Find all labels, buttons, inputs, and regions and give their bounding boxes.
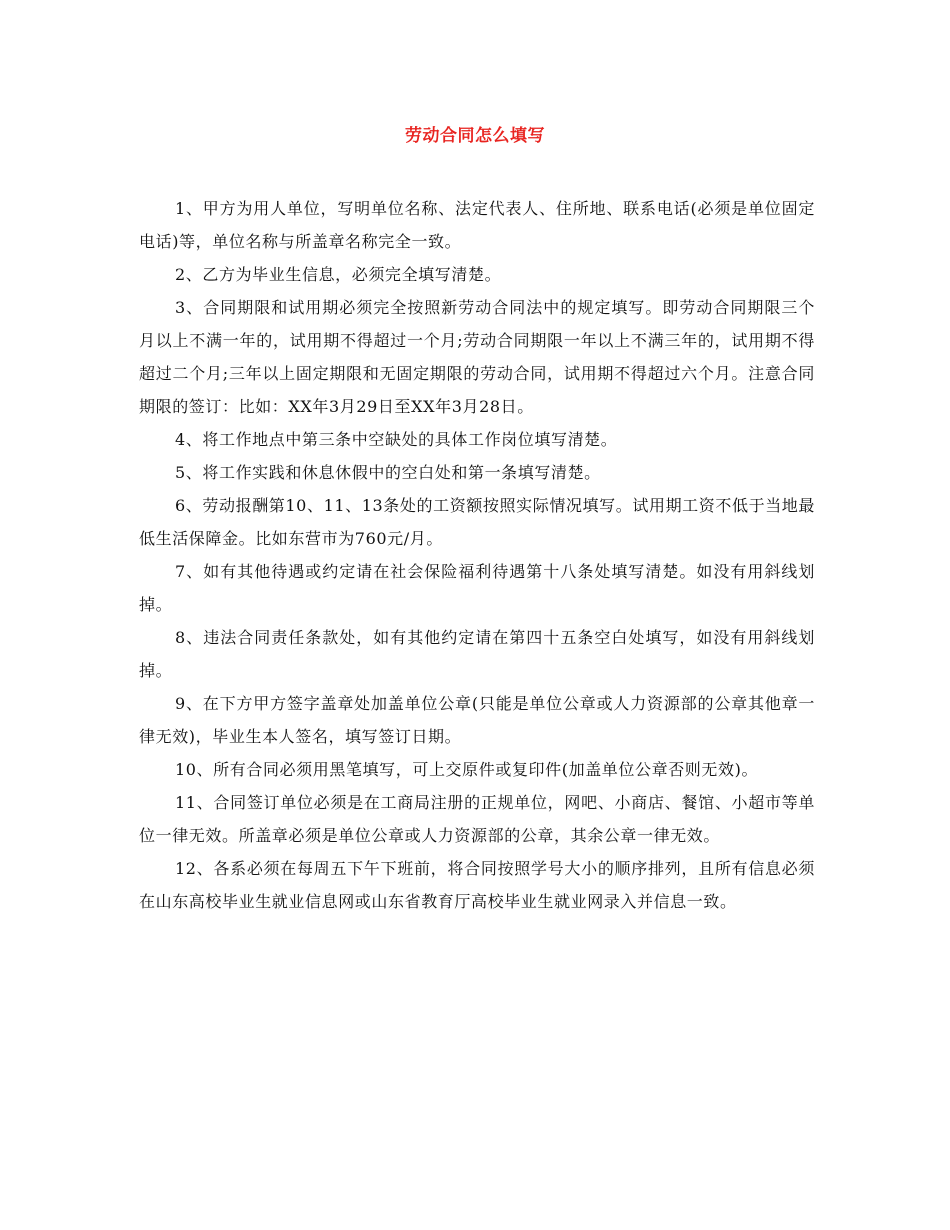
document-body <box>139 192 815 918</box>
document-title: 劳动合同怎么填写 <box>405 126 545 146</box>
paragraph-3: 3、合同期限和试用期必须完全按照新劳动合同法中的规定填写。即劳动合同期限三个月以上不满一年的，试用期不得超过一个月;劳动合同期限一年以上不满三年的，试用期不得超过二个月;三年以上固定期限和无固定期限的劳动合同，试用期不得超过六个月。注意合同期限的签订：比如：XX年3月29日至XX年3月28日。 <box>139 298 815 416</box>
paragraph-1: 1、甲方为用人单位，写明单位名称、法定代表人、住所地、联系电话(必须是单位固定电话)等，单位名称与所盖章名称完全一致。 <box>139 199 815 251</box>
paragraph-9: 9、在下方甲方签字盖章处加盖单位公章(只能是单位公章或人力资源部的公章其他章一律无效)，毕业生本人签名，填写签订日期。 <box>139 694 815 746</box>
paragraph-7: 7、如有其他待遇或约定请在社会保险福利待遇第十八条处填写清楚。如没有用斜线划掉。 <box>139 562 815 614</box>
paragraph-8: 8、违法合同责任条款处，如有其他约定请在第四十五条空白处填写，如没有用斜线划掉。 <box>139 628 815 680</box>
paragraph-12: 12、各系必须在每周五下午下班前，将合同按照学号大小的顺序排列，且所有信息必须在山东高校毕业生就业信息网或山东省教育厅高校毕业生就业网录入并信息一致。 <box>139 859 815 911</box>
paragraph-10: 10、所有合同必须用黑笔填写，可上交原件或复印件(加盖单位公章否则无效)。 <box>175 760 759 779</box>
paragraph-11: 11、合同签订单位必须是在工商局注册的正规单位，网吧、小商店、餐馆、小超市等单位一律无效。所盖章必须是单位公章或人力资源部的公章，其余公章一律无效。 <box>139 793 815 845</box>
paragraph-4: 4、将工作地点中第三条中空缺处的具体工作岗位填写清楚。 <box>175 430 618 449</box>
paragraph-5: 5、将工作实践和休息休假中的空白处和第一条填写清楚。 <box>175 463 601 482</box>
paragraph-2: 2、乙方为毕业生信息，必须完全填写清楚。 <box>175 265 502 284</box>
paragraph-6: 6、劳动报酬第10、11、13条处的工资额按照实际情况填写。试用期工资不低于当地最低生活保障金。比如东营市为760元/月。 <box>139 496 815 548</box>
